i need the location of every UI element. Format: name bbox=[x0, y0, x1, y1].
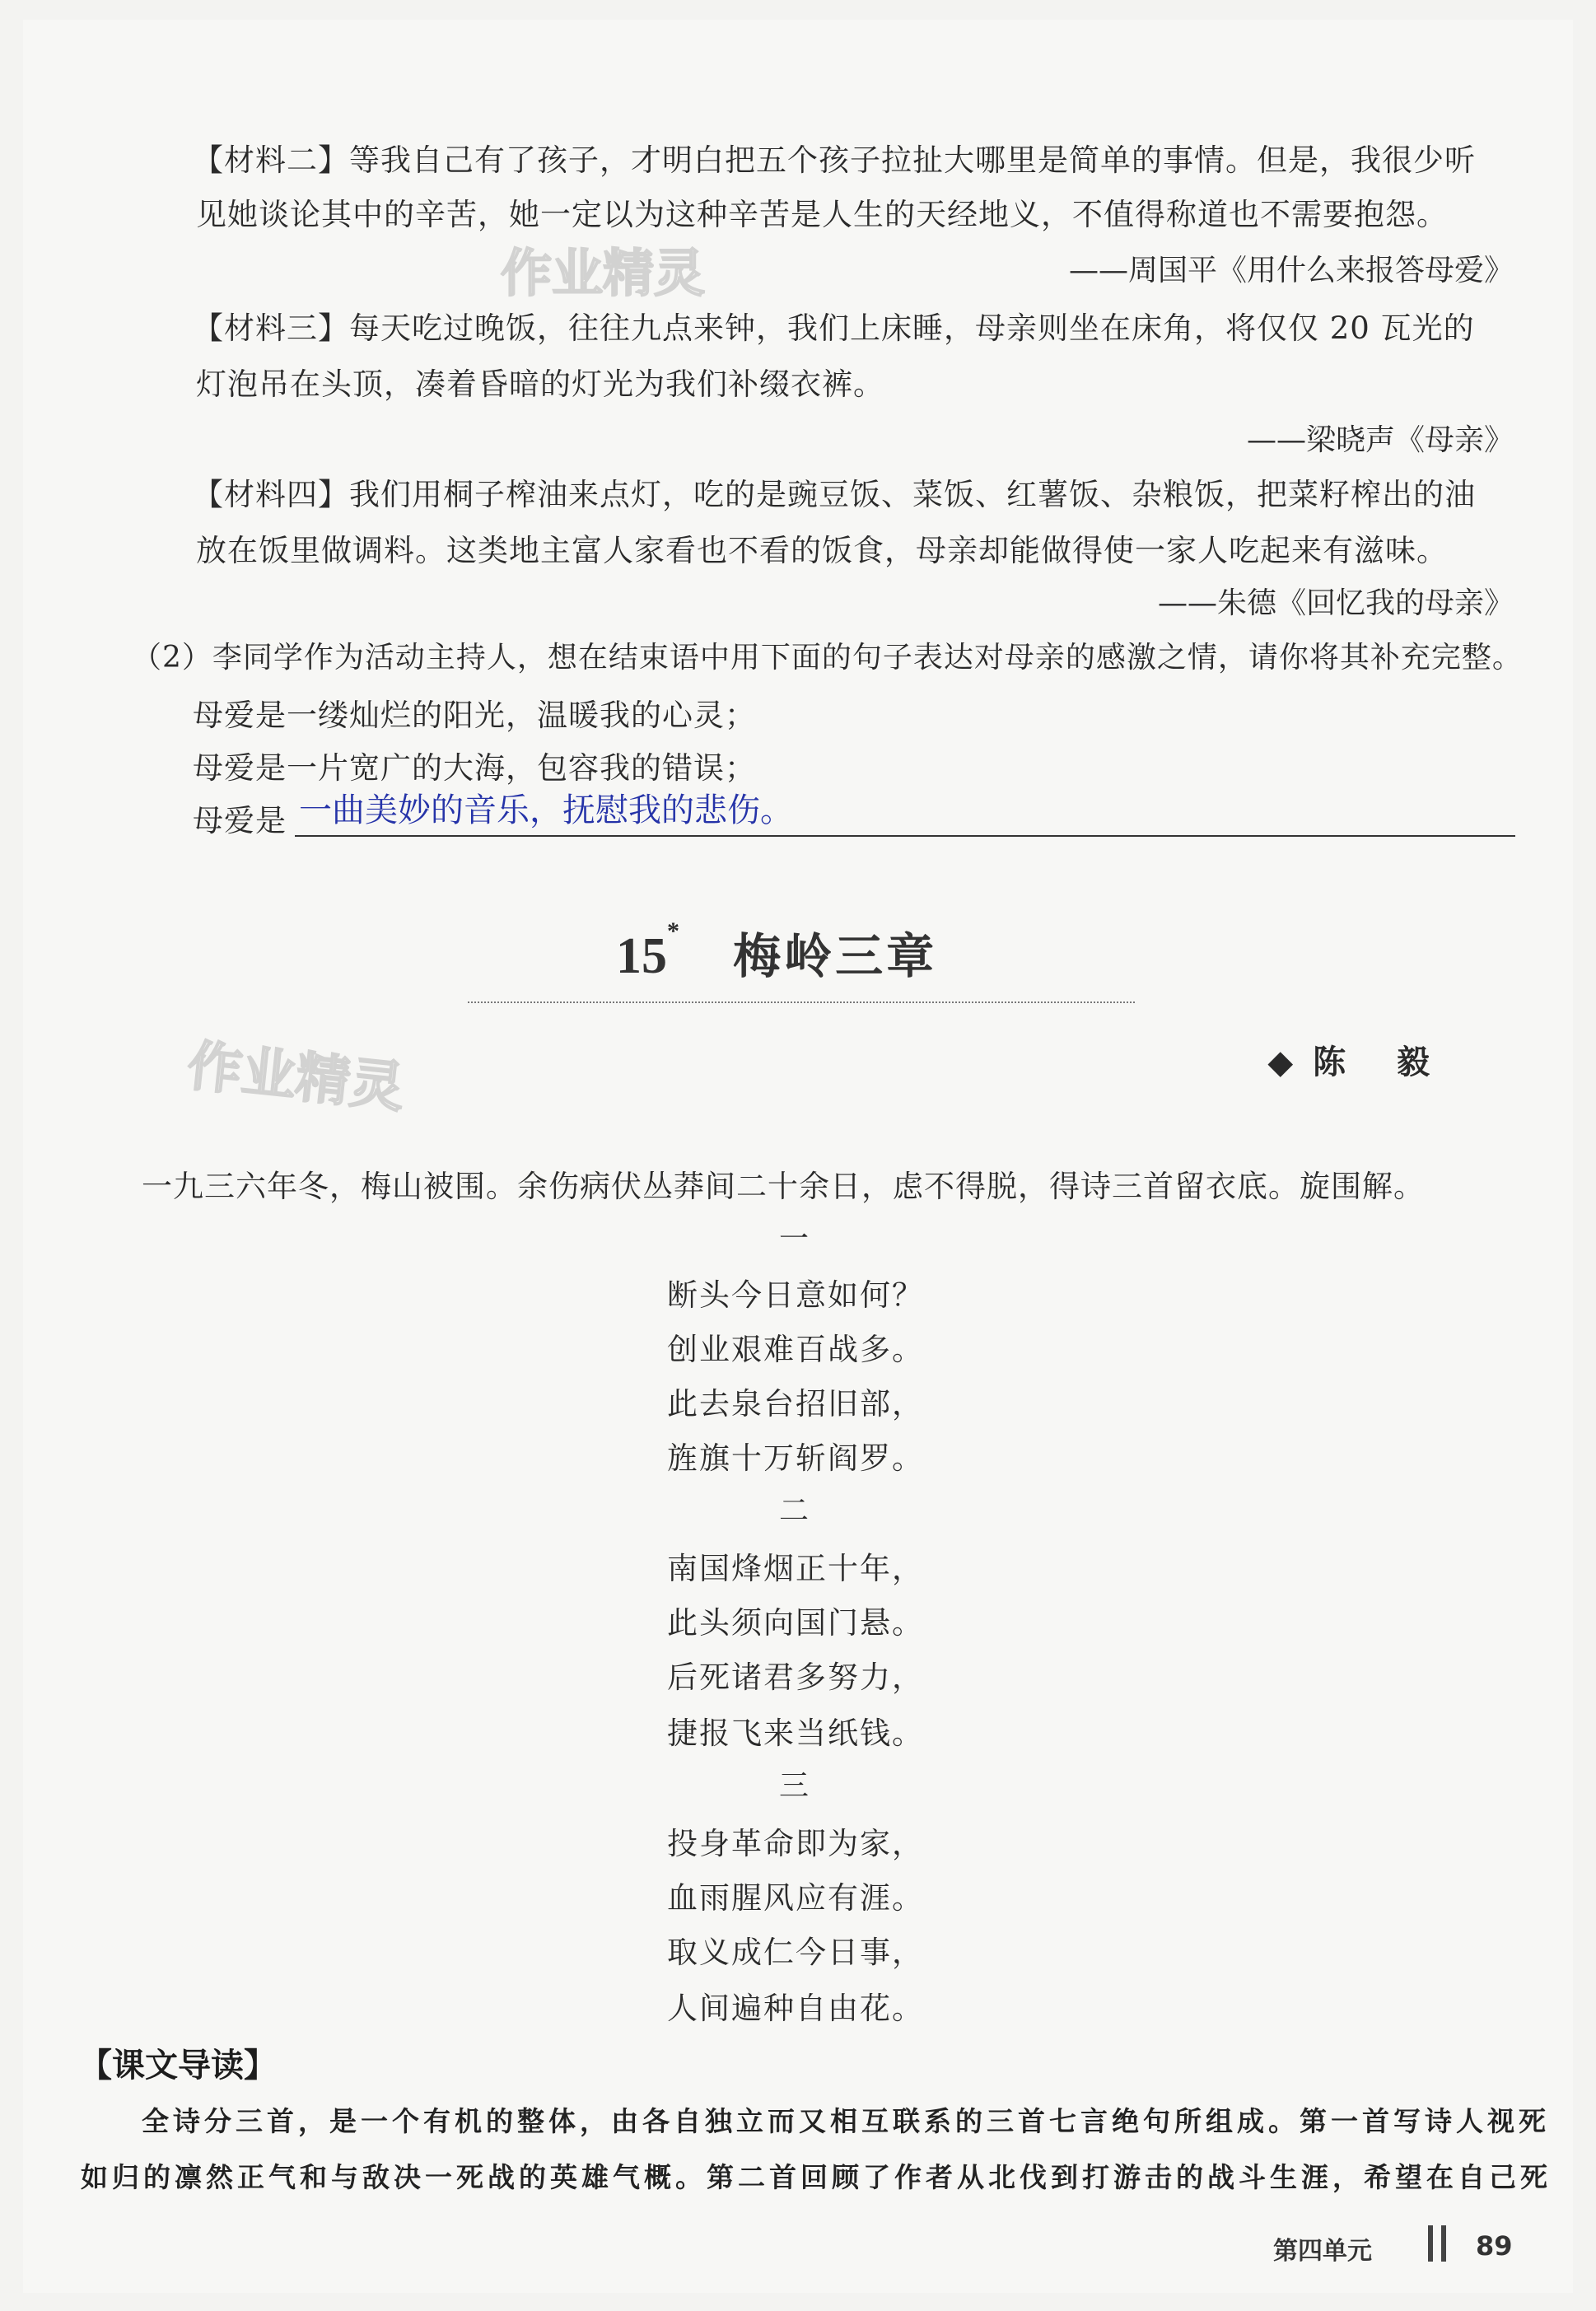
answer-blank-line[interactable] bbox=[295, 835, 1515, 837]
poem-1-line-1: 断头今日意如何？ bbox=[667, 1277, 924, 1313]
title-decorative-line bbox=[468, 1001, 1135, 1003]
poem-2-line-4: 捷报飞来当纸钱。 bbox=[667, 1716, 924, 1751]
material-4-line-2: 放在饭里做调料。这类地主富人家看也不看的饭食，母亲却能做得使一家人吃起来有滋味。 bbox=[196, 533, 1448, 568]
footer-bar-2 bbox=[1441, 2225, 1446, 2262]
poem-1-line-2: 创业艰难百战多。 bbox=[667, 1332, 924, 1367]
textbook-page bbox=[23, 20, 1573, 2293]
lesson-title-text: 梅岭三章 bbox=[733, 928, 938, 984]
poem-1-line-3: 此去泉台招旧部， bbox=[667, 1386, 924, 1422]
material-2-line-1: 【材料二】等我自己有了孩子，才明白把五个孩子拉扯大哪里是简单的事情。但是，我很少听 bbox=[193, 142, 1476, 178]
poem-2-number: 二 bbox=[779, 1494, 810, 1528]
material-3-source: ——梁晓声《母亲》 bbox=[1246, 423, 1514, 457]
guide-line-1: 全诗分三首，是一个有机的整体，由各自独立而又相互联系的三首七言绝句所组成。第一首写诗人视死 bbox=[142, 2105, 1550, 2137]
watermark-top: 作业精灵 bbox=[501, 243, 706, 303]
material-3-line-1: 【材料三】每天吃过晚饭，往往九点来钟，我们上床睡，母亲则坐在床角，将仅仅 20 瓦光的 bbox=[193, 310, 1475, 346]
poem-3-number: 三 bbox=[779, 1769, 810, 1803]
lesson-title bbox=[616, 917, 937, 987]
question-2-line-3-prefix: 母爱是 bbox=[193, 803, 287, 838]
poem-2-line-1: 南国烽烟正十年， bbox=[667, 1551, 924, 1586]
poem-3-line-2: 血雨腥风应有涯。 bbox=[667, 1880, 924, 1916]
material-4-line-1: 【材料四】我们用桐子榨油来点灯，吃的是豌豆饭、菜饭、红薯饭、杂粮饭，把菜籽榨出的油 bbox=[193, 477, 1476, 512]
lesson-preface: 一九三六年冬，梅山被围。余伤病伏丛莽间二十余日，虑不得脱，得诗三首留衣底。旋围解。 bbox=[142, 1169, 1425, 1204]
poem-3-line-3: 取义成仁今日事， bbox=[667, 1935, 924, 1970]
material-2-line-2: 见她谈论其中的辛苦，她一定以为这种辛苦是人生的天经地义，不值得称道也不需要抱怨。 bbox=[196, 197, 1448, 232]
lesson-number: 15 bbox=[616, 928, 667, 984]
poem-2-line-3: 后死诸君多努力， bbox=[667, 1660, 924, 1695]
material-2-source: ——周国平《用什么来报答母爱》 bbox=[1068, 254, 1514, 287]
poem-3-line-4: 人间遍种自由花。 bbox=[667, 1991, 924, 2026]
poem-1-line-4: 旌旗十万斩阎罗。 bbox=[667, 1440, 924, 1476]
handwritten-answer: 一曲美妙的音乐，抚慰我的悲伤。 bbox=[299, 791, 793, 829]
question-2-line-2: 母爱是一片宽广的大海，包容我的错误； bbox=[193, 750, 756, 786]
guide-line-2: 如归的凛然正气和与敌决一死战的英雄气概。第二首回顾了作者从北伐到打游击的战斗生涯，希望在自己死 bbox=[81, 2161, 1552, 2193]
poem-2-line-2: 此头须向国门悬。 bbox=[667, 1605, 924, 1641]
page-number: 89 bbox=[1476, 2230, 1513, 2262]
question-2-prompt: （2）李同学作为活动主持人，想在结束语中用下面的句子表达对母亲的感激之情，请你将其补充完整。 bbox=[132, 641, 1523, 675]
footer-bar-1 bbox=[1428, 2225, 1433, 2262]
lesson-star: * bbox=[667, 917, 679, 945]
poem-1-number: 一 bbox=[779, 1222, 810, 1256]
material-4-source: ——朱德《回忆我的母亲》 bbox=[1157, 586, 1514, 620]
poem-3-line-1: 投身革命即为家， bbox=[667, 1826, 924, 1861]
watermark-middle: 作业精灵 bbox=[184, 1034, 408, 1120]
guide-heading: 【课文导读】 bbox=[79, 2047, 277, 2085]
material-3-line-2: 灯泡吊在头顶，凑着昏暗的灯光为我们补缀衣裤。 bbox=[196, 366, 884, 402]
lesson-author: ◆陈 毅 bbox=[1267, 1043, 1449, 1081]
question-2-line-1: 母爱是一缕灿烂的阳光，温暖我的心灵； bbox=[193, 698, 756, 733]
footer-unit-label: 第四单元 bbox=[1273, 2237, 1372, 2266]
